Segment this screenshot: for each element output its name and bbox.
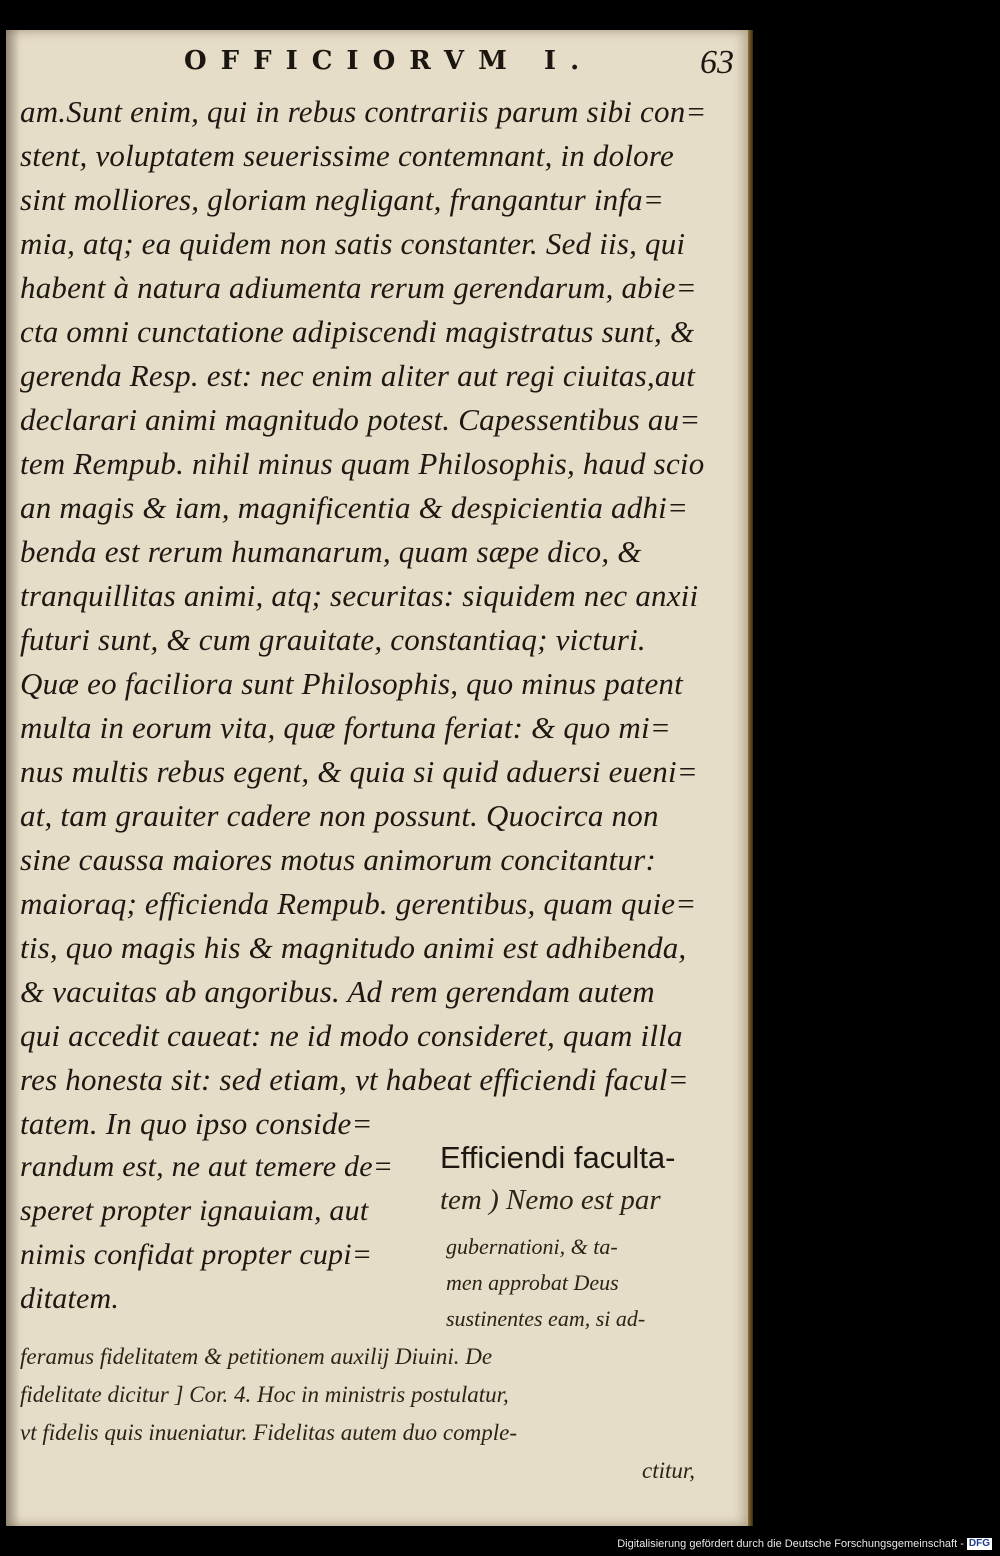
dfg-logo-icon: DFG (968, 1538, 990, 1549)
text-line-24: tatem. In quo ipso conside= (20, 1106, 373, 1141)
text-line-6: cta omni cunctatione adipiscendi magistratus sunt, & (20, 314, 695, 349)
commentary-line-4: ctitur, (642, 1458, 696, 1483)
credit-text: Digitalisierung gefördert durch die Deutsche Forschungsgemeinschaft - (617, 1538, 964, 1550)
text-line-11: benda est rerum humanarum, quam sæpe dico, & (20, 534, 642, 569)
text-line-22: qui accedit caueat: ne id modo consideret, quam illa (20, 1018, 683, 1053)
text-line-21: & vacuitas ab angoribus. Ad rem gerendam autem (20, 974, 655, 1009)
page-edge (748, 30, 753, 1526)
column-line-3: nimis confidat propter cupi= (20, 1238, 373, 1271)
note-heading: Efficiendi faculta- (440, 1140, 676, 1175)
note-line-4: sustinentes eam, si ad- (446, 1306, 646, 1331)
commentary-line-2: fidelitate dicitur ] Cor. 4. Hoc in ministris postulatur, (20, 1382, 509, 1407)
column-line-1: randum est, ne aut temere de= (20, 1150, 394, 1183)
text-line-15: multa in eorum vita, quæ fortuna feriat: & quo mi= (20, 710, 671, 745)
text-line-7: gerenda Resp. est: nec enim aliter aut regi ciuitas,aut (20, 358, 696, 393)
text-line-16: nus multis rebus egent, & quia si quid aduersi eueni= (20, 754, 698, 789)
text-line-3: sint molliores, gloriam negligant, frangantur infa= (20, 182, 664, 217)
text-line-13: futuri sunt, & cum grauitate, constantiaq; victuri. (20, 622, 646, 657)
running-title: OFFICIORVM I. (184, 46, 594, 76)
text-line-1: am.Sunt enim, qui in rebus contrariis parum sibi con= (20, 94, 707, 129)
text-line-14: Quæ eo faciliora sunt Philosophis, quo minus patent (20, 666, 683, 701)
text-line-23: res honesta sit: sed etiam, vt habeat efficiendi facul= (20, 1062, 689, 1097)
note-line-1: tem ) Nemo est par (440, 1184, 661, 1216)
digitization-credit (617, 1538, 992, 1550)
text-line-4: mia, atq; ea quidem non satis constanter. Sed iis, qui (20, 226, 686, 261)
text-line-17: at, tam grauiter cadere non possunt. Quocirca non (20, 798, 659, 833)
text-line-5: habent à natura adiumenta rerum gerendarum, abie= (20, 270, 697, 305)
note-line-3: men approbat Deus (446, 1270, 619, 1295)
text-line-20: tis, quo magis his & magnitudo animi est adhibenda, (20, 930, 687, 965)
text-line-12: tranquillitas animi, atq; securitas: siquidem nec anxii (20, 578, 699, 613)
column-line-2: speret propter ignauiam, aut (20, 1194, 369, 1227)
text-line-18: sine caussa maiores motus animorum concitantur: (20, 842, 656, 877)
book-page (6, 30, 748, 1526)
column-line-4: ditatem. (20, 1282, 120, 1315)
text-line-9: tem Rempub. nihil minus quam Philosophis, haud scio (20, 446, 705, 481)
page-number: 63 (700, 44, 734, 81)
text-line-8: declarari animi magnitudo potest. Capessentibus au= (20, 402, 701, 437)
text-line-19: maioraq; efficienda Rempub. gerentibus, quam quie= (20, 886, 697, 921)
commentary-line-1: feramus fidelitatem & petitionem auxilij Diuini. De (20, 1344, 493, 1369)
text-line-10: an magis & iam, magnificentia & despicientia adhi= (20, 490, 689, 525)
text-line-2: stent, voluptatem seuerissime contemnant, in dolore (20, 138, 674, 173)
commentary-line-3: vt fidelis quis inueniatur. Fidelitas autem duo comple- (20, 1420, 517, 1445)
note-line-2: gubernationi, & ta- (446, 1234, 618, 1259)
